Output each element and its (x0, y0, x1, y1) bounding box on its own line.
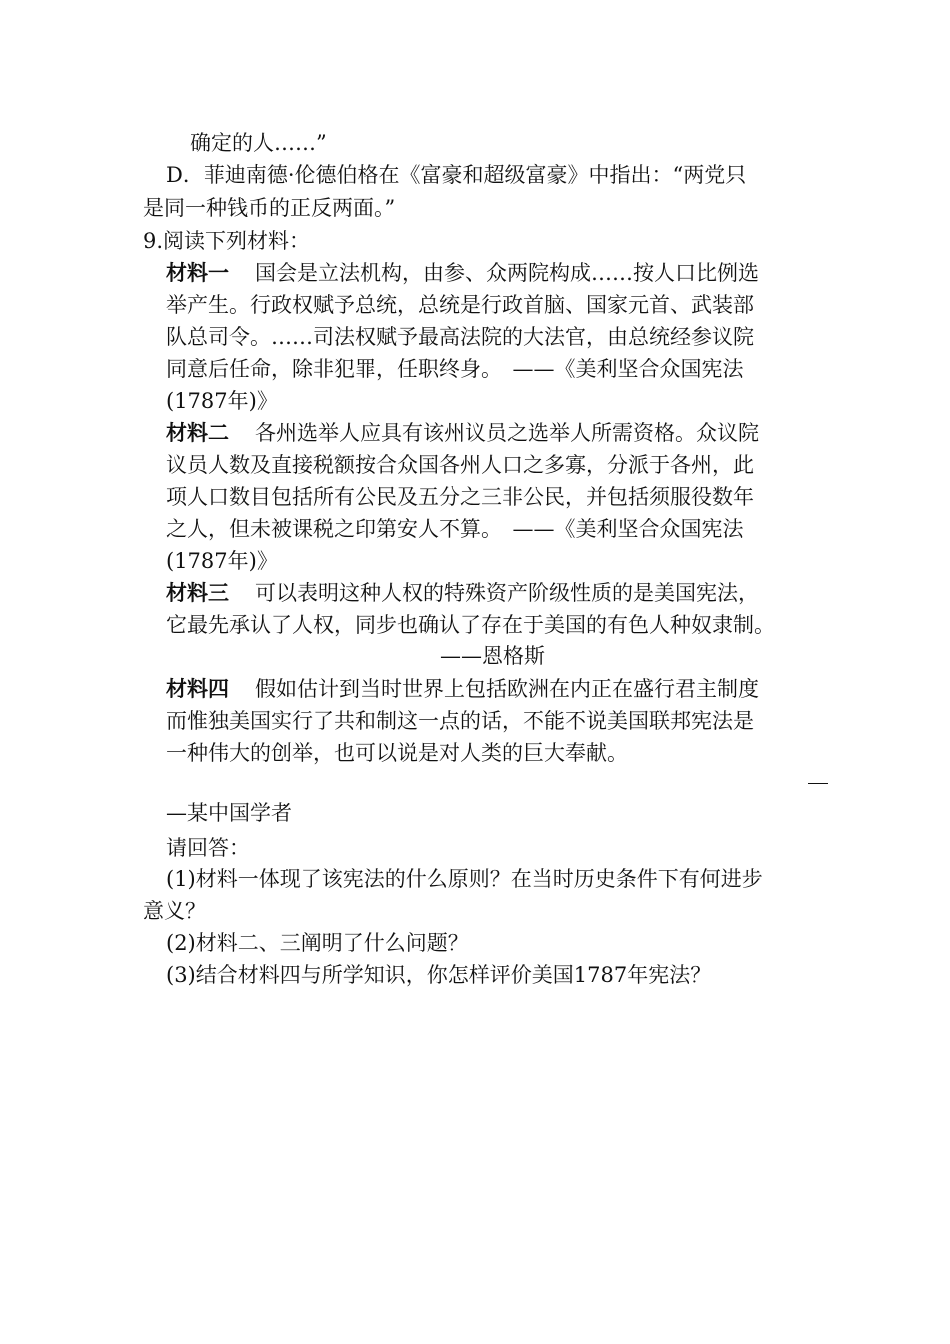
material-4-label: 材料四 (166, 676, 229, 701)
material-3-line-1 (166, 578, 759, 608)
material-1-line-5: (1787年)》 (166, 389, 278, 413)
material-2-line-1 (166, 418, 759, 448)
material-4-line-2: 而惟独美国实行了共和制这一点的话，不能不说美国联邦宪法是 (166, 709, 754, 733)
sub-question-3: (3)结合材料四与所学知识，你怎样评价美国1787年宪法？ (166, 963, 712, 987)
material-1-text: 国会是立法机构，由参、众两院构成……按人口比例选 (255, 261, 759, 285)
material-4-source: —某中国学者 (166, 801, 292, 825)
material-3-text: 可以表明这种人权的特殊资产阶级性质的是美国宪法， (255, 581, 759, 605)
dash-rule (808, 783, 828, 784)
material-2-line-4: 之人，但未被课税之印第安人不算。 ——《美利坚合众国宪法 (166, 517, 744, 541)
material-4-line-1 (166, 674, 759, 704)
material-4-text: 假如估计到当时世界上包括欧洲在内正在盛行君主制度 (255, 677, 759, 701)
material-1-line-2: 举产生。行政权赋予总统，总统是行政首脑、国家元首、武装部 (166, 293, 754, 317)
material-3-source: ——恩格斯 (440, 644, 545, 668)
material-1-line-1 (166, 258, 759, 288)
continued-text-line: 确定的人……” (190, 131, 327, 155)
material-1-label: 材料一 (166, 260, 229, 285)
question-9-stem: 9.阅读下列材料： (143, 229, 311, 253)
sub-question-2: (2)材料二、三阐明了什么问题？ (166, 931, 469, 955)
material-4-line-3: 一种伟大的创举，也可以说是对人类的巨大奉献。 (166, 741, 628, 765)
material-2-line-5: (1787年)》 (166, 549, 278, 573)
sub-question-1-line-2: 意义？ (143, 899, 206, 923)
material-2-text: 各州选举人应具有该州议员之选举人所需资格。众议院 (255, 421, 759, 445)
option-d-line-2: 是同一种钱币的正反两面。” (143, 196, 396, 220)
material-3-label: 材料三 (166, 580, 229, 605)
material-2-label: 材料二 (166, 420, 229, 445)
material-2-line-2: 议员人数及直接税额按合众国各州人口之多寡，分派于各州，此 (166, 453, 754, 477)
material-3-line-2: 它最先承认了人权，同步也确认了存在于美国的有色人种奴隶制。 (166, 613, 775, 637)
material-1-line-4: 同意后任命，除非犯罪，任职终身。 ——《美利坚合众国宪法 (166, 357, 744, 381)
material-1-line-3: 队总司令。……司法权赋予最高法院的大法官，由总统经参议院 (166, 325, 754, 349)
option-d-line-1: D．菲迪南德·伦德伯格在《富豪和超级富豪》中指出：“两党只 (166, 163, 747, 187)
ask-prompt: 请回答： (166, 836, 250, 860)
sub-question-1-line-1: (1)材料一体现了该宪法的什么原则？在当时历史条件下有何进步 (166, 867, 763, 891)
material-2-line-3: 项人口数目包括所有公民及五分之三非公民，并包括须服役数年 (166, 485, 754, 509)
